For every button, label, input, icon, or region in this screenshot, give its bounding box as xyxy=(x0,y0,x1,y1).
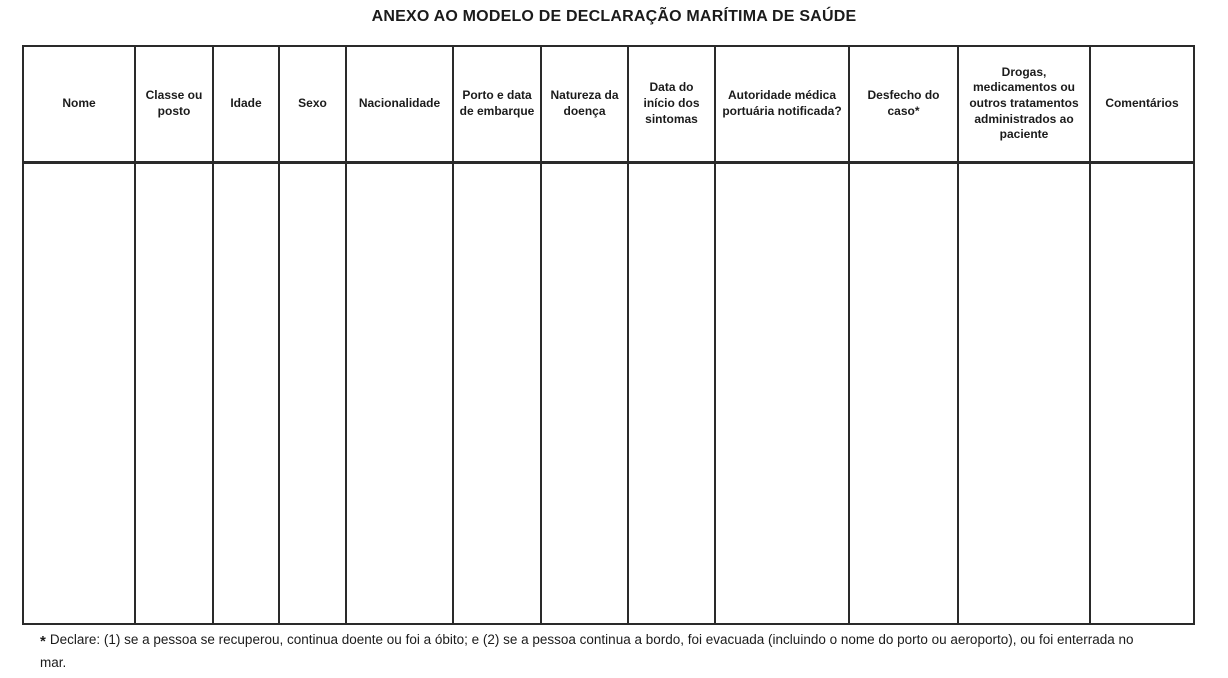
table-body-cell-sexo xyxy=(279,162,346,624)
table-body-cell-drogas-medicamentos xyxy=(958,162,1090,624)
table-body-cell-porto-data-embarque xyxy=(453,162,541,624)
column-header-nacionalidade: Nacionalidade xyxy=(346,46,453,162)
table-body xyxy=(23,162,1194,624)
footnote xyxy=(40,630,1160,674)
table-body-cell-classe-ou-posto xyxy=(135,162,213,624)
table-body-cell-nacionalidade xyxy=(346,162,453,624)
table-body-cell-idade xyxy=(213,162,279,624)
footnote-asterisk: * xyxy=(40,633,46,650)
column-header-nome: Nome xyxy=(23,46,135,162)
table-body-cell-comentarios xyxy=(1090,162,1194,624)
column-header-natureza-doenca: Natureza da doença xyxy=(541,46,628,162)
table-header-row xyxy=(23,46,1194,162)
table-body-cell-desfecho-caso xyxy=(849,162,958,624)
column-header-sexo: Sexo xyxy=(279,46,346,162)
column-header-data-inicio-sintomas: Data do início dos sintomas xyxy=(628,46,715,162)
column-header-porto-data-embarque: Porto e data de embarque xyxy=(453,46,541,162)
column-header-desfecho-caso: Desfecho do caso* xyxy=(849,46,958,162)
table-body-cell-natureza-doenca xyxy=(541,162,628,624)
column-header-idade: Idade xyxy=(213,46,279,162)
footnote-text: Declare: (1) se a pessoa se recuperou, continua doente ou foi a óbito; e (2) se a pessoa continua a bordo, foi evacuada (incluindo o nome do porto ou aeroporto), ou foi enterrada no mar. xyxy=(40,632,1134,671)
column-header-autoridade-medica: Autoridade médica portuária notificada? xyxy=(715,46,849,162)
table-row xyxy=(23,162,1194,624)
table-body-cell-autoridade-medica xyxy=(715,162,849,624)
maritime-health-annex-table xyxy=(22,45,1195,625)
column-header-classe-ou-posto: Classe ou posto xyxy=(135,46,213,162)
column-header-comentarios: Comentários xyxy=(1090,46,1194,162)
table-body-cell-nome xyxy=(23,162,135,624)
table-body-cell-data-inicio-sintomas xyxy=(628,162,715,624)
column-header-drogas-medicamentos: Drogas, medicamentos ou outros tratamentos administrados ao paciente xyxy=(958,46,1090,162)
document-title: ANEXO AO MODELO DE DECLARAÇÃO MARÍTIMA DE SAÚDE xyxy=(371,8,857,25)
